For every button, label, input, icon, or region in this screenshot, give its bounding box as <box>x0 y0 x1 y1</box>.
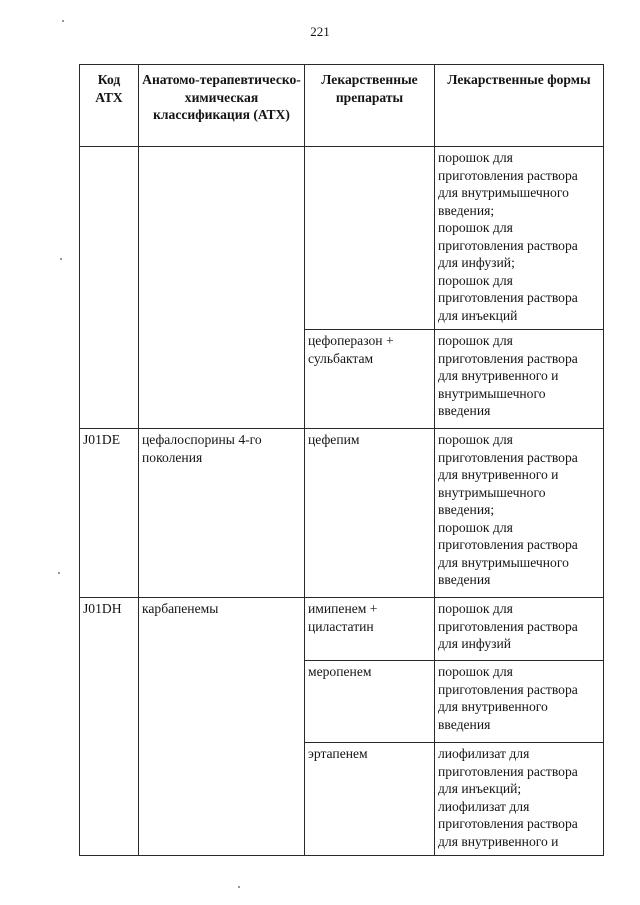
classification-cell: карбапенемы <box>139 598 305 856</box>
drug-cell: меропенем <box>305 661 435 743</box>
drug-cell: цефоперазон + сульбактам <box>305 330 435 429</box>
table-row <box>80 147 604 330</box>
scan-speck <box>58 572 60 574</box>
dosage-forms-cell: порошок для приготовления раствора для внутривенного и внутримышечного введения <box>435 330 604 429</box>
drug-cell <box>305 147 435 330</box>
atx-code-cell: J01DH <box>80 598 139 856</box>
dosage-forms-cell: порошок для приготовления раствора для внутривенного введения <box>435 661 604 743</box>
dosage-forms-cell: лиофилизат для приготовления раствора для инъекций; лиофилизат для приготовления раствора для внутривенного и <box>435 743 604 856</box>
scan-speck <box>60 258 62 260</box>
page-number: 221 <box>310 24 330 39</box>
header-atx-classification: Анатомо-терапевтическо-химическая классификация (АТХ) <box>139 65 305 147</box>
table-row <box>80 598 604 661</box>
drug-cell: цефепим <box>305 429 435 598</box>
header-drugs: Лекарственные препараты <box>305 65 435 147</box>
table-row <box>80 429 604 598</box>
atx-table <box>79 64 604 856</box>
scan-speck <box>62 20 64 22</box>
table-header-row <box>80 65 604 147</box>
dosage-forms-cell: порошок для приготовления раствора для внутривенного и внутримышечного введения; порошок для приготовления раствора для внутримышечного введения <box>435 429 604 598</box>
header-atx-code: Код АТХ <box>80 65 139 147</box>
drug-cell: эртапенем <box>305 743 435 856</box>
dosage-forms-cell: порошок для приготовления раствора для внутримышечного введения; порошок для приготовления раствора для инфузий; порошок для приготовления раствора для инъекций <box>435 147 604 330</box>
dosage-forms-cell: порошок для приготовления раствора для инфузий <box>435 598 604 661</box>
atx-code-cell: J01DE <box>80 429 139 598</box>
atx-code-cell <box>80 147 139 429</box>
classification-cell <box>139 147 305 429</box>
header-dosage-forms: Лекарственные формы <box>435 65 604 147</box>
drug-cell: имипенем + циластатин <box>305 598 435 661</box>
classification-cell: цефалоспорины 4-го поколения <box>139 429 305 598</box>
scan-speck <box>238 886 240 888</box>
